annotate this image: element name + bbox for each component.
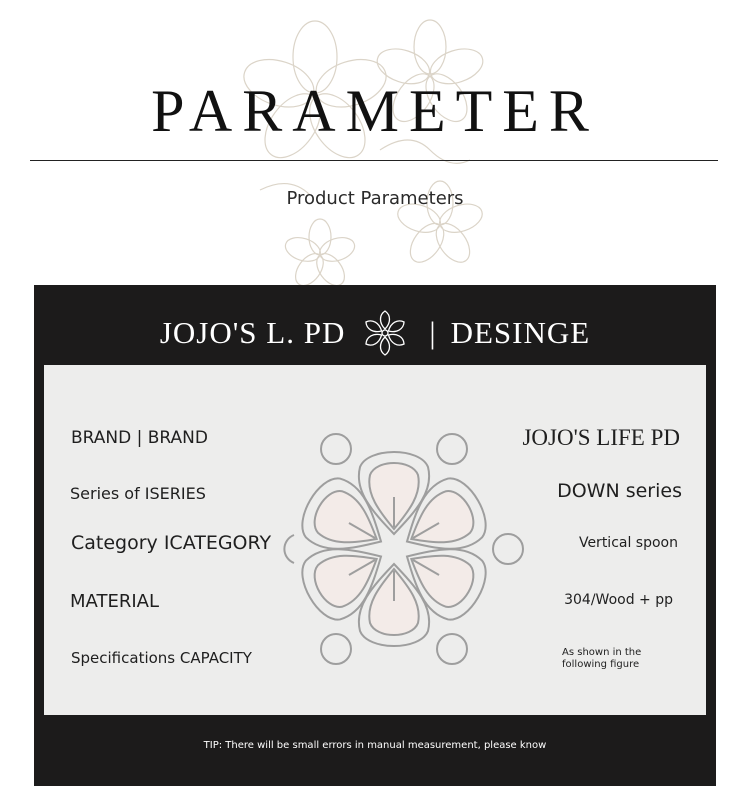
brand-left: JOJO'S L. PD	[159, 315, 346, 350]
specifications-value-line1: As shown in the	[562, 647, 642, 658]
parameter-table	[44, 365, 706, 715]
series-value: DOWN series	[557, 480, 682, 502]
background-flowers-illustration	[0, 0, 750, 290]
material-value: 304/Wood + pp	[564, 592, 673, 608]
specifications-value	[562, 647, 641, 671]
brand-right: DESINGE	[450, 315, 591, 350]
flower-illustration	[264, 427, 524, 671]
title-divider	[30, 160, 718, 161]
brand-value: JOJO'S LIFE PD	[522, 425, 680, 450]
material-label: MATERIAL	[70, 591, 159, 612]
panel-header	[34, 305, 716, 361]
parameter-panel	[34, 285, 716, 786]
page-subtitle: Product Parameters	[286, 188, 464, 209]
category-label: Category ICATEGORY	[71, 532, 272, 554]
specifications-value-line2: following figure	[562, 659, 640, 670]
series-label: Series of ISERIES	[70, 484, 206, 503]
page-title: PARAMETER	[151, 78, 599, 144]
specifications-label: Specifications CAPACITY	[71, 649, 252, 667]
brand-divider: |	[429, 315, 437, 350]
category-value: Vertical spoon	[578, 535, 678, 551]
brand-label: BRAND | BRAND	[71, 428, 208, 448]
flower-emblem-icon	[359, 307, 411, 359]
measurement-tip: TIP: There will be small errors in manual measurement, please know	[203, 740, 547, 751]
